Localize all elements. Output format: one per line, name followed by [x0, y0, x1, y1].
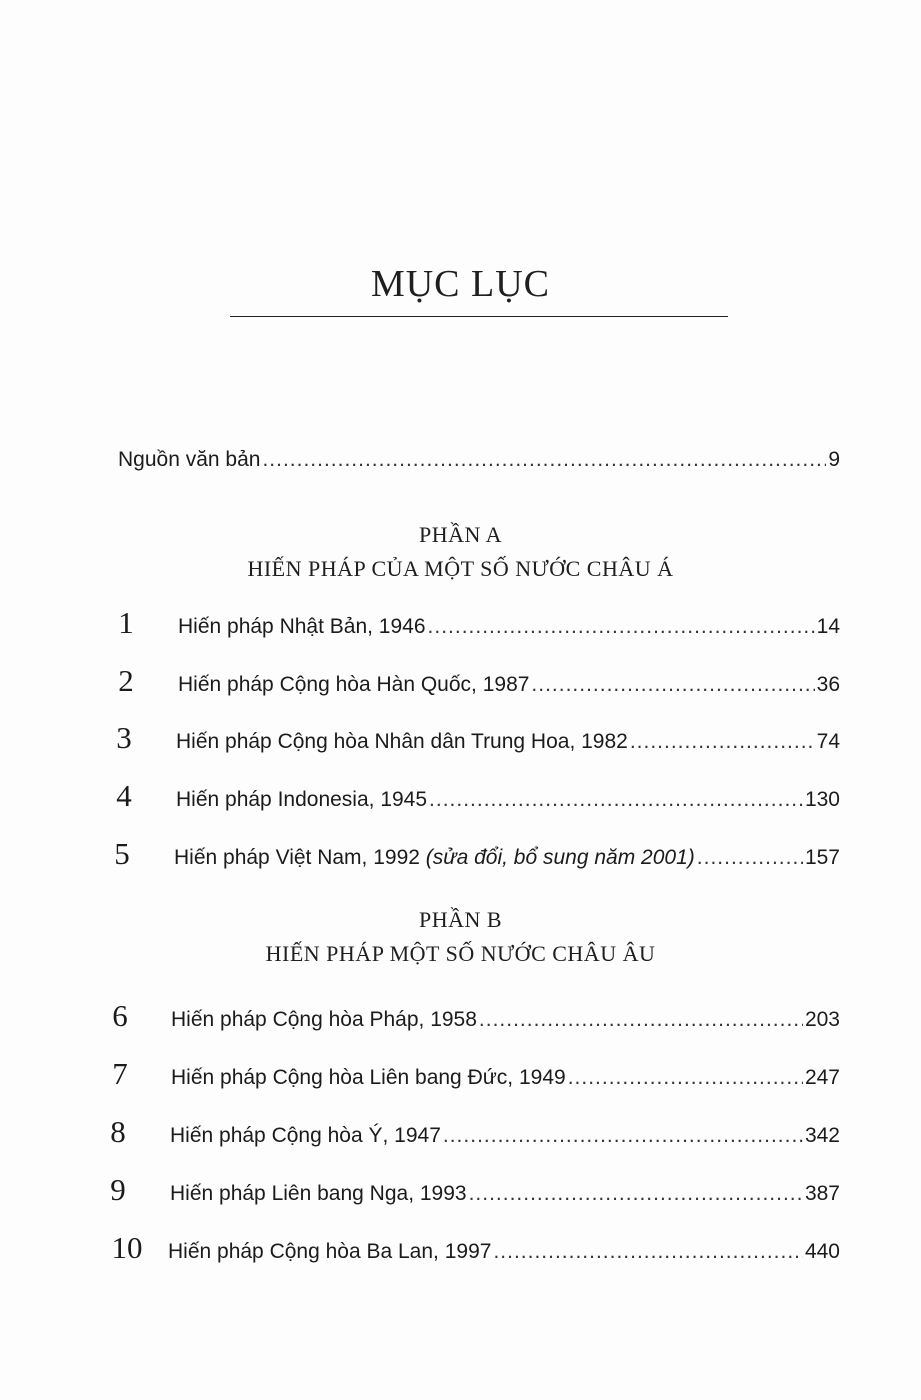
- toc-entry-page: 130: [804, 788, 840, 811]
- dot-leader: [568, 1066, 803, 1090]
- toc-entry-note: (sửa đổi, bổ sung năm 2001): [425, 846, 695, 869]
- toc-entry-page: 36: [816, 673, 840, 696]
- toc-entry: [104, 1056, 840, 1092]
- toc-entry-number: 9: [110, 1172, 126, 1207]
- dot-leader: [479, 1008, 803, 1032]
- toc-entry-page: 74: [816, 730, 840, 753]
- toc-entry-number: 5: [114, 836, 130, 871]
- toc-entry-label: Hiến pháp Cộng hòa Ý, 1947: [170, 1124, 441, 1147]
- toc-entry-number: 2: [118, 663, 134, 698]
- dot-leader: [630, 730, 815, 754]
- toc-entry: [106, 836, 840, 872]
- toc-entry: [102, 1114, 840, 1150]
- toc-entry-number: 10: [111, 1230, 143, 1265]
- toc-entry-page: 387: [804, 1182, 840, 1205]
- toc-entry-page: 247: [804, 1066, 840, 1089]
- toc-entry-intro: [118, 448, 840, 472]
- dot-leader: [469, 1182, 803, 1206]
- toc-entry-number: 3: [116, 720, 132, 755]
- toc-entry-page: 14: [816, 615, 840, 638]
- toc-entry-number: 7: [112, 1056, 128, 1091]
- dot-leader: [531, 673, 814, 697]
- toc-entry-page: 9: [828, 448, 840, 471]
- toc-entry: [110, 663, 840, 699]
- toc-entry: [110, 605, 840, 641]
- toc-entry: [104, 998, 840, 1034]
- toc-entry-title: Hiến pháp Việt Nam, 1992: [174, 846, 420, 869]
- dot-leader: [262, 448, 826, 472]
- toc-entry: [106, 1230, 840, 1266]
- toc-entry-label: Hiến pháp Cộng hòa Pháp, 1958: [171, 1008, 477, 1031]
- toc-entry: [108, 720, 840, 756]
- toc-entry-label: Hiến pháp Cộng hòa Nhân dân Trung Hoa, 1982: [176, 730, 628, 753]
- title-rule: [230, 316, 728, 317]
- toc-entry: [108, 778, 840, 814]
- dot-leader: [493, 1240, 803, 1264]
- toc-entry: [102, 1172, 840, 1208]
- toc-entry-label: Nguồn văn bản: [118, 448, 261, 471]
- toc-entry-page: 342: [804, 1124, 840, 1147]
- page-title: MỤC LỤC: [370, 263, 551, 305]
- toc-entry-label: Hiến pháp Nhật Bản, 1946: [178, 615, 426, 638]
- dot-leader: [443, 1124, 803, 1148]
- toc-entry-label: Hiến pháp Indonesia, 1945: [176, 788, 428, 811]
- toc-entry-label: Hiến pháp Cộng hòa Hàn Quốc, 1987: [178, 673, 530, 696]
- part-subtitle: HIẾN PHÁP MỘT SỐ NƯỚC CHÂU ÂU: [265, 941, 656, 966]
- toc-entry-page: 440: [804, 1240, 840, 1263]
- dot-leader: [428, 615, 815, 639]
- toc-entry-number: 8: [110, 1114, 126, 1149]
- toc-entry-page: 203: [804, 1008, 840, 1031]
- toc-entry-label: Hiến pháp Cộng hòa Ba Lan, 1997: [168, 1240, 492, 1263]
- part-subtitle: HIẾN PHÁP CỦA MỘT SỐ NƯỚC CHÂU Á: [247, 556, 674, 581]
- toc-entry-page: 157: [804, 846, 840, 869]
- dot-leader: [697, 846, 803, 870]
- dot-leader: [429, 788, 803, 812]
- toc-entry-number: 4: [116, 778, 132, 813]
- part-label: PHẦN A: [418, 522, 503, 547]
- toc-entry-number: 1: [118, 605, 134, 640]
- toc-entry-label: Hiến pháp Cộng hòa Liên bang Đức, 1949: [171, 1066, 566, 1089]
- part-a-heading: [0, 522, 921, 582]
- toc-entry-label: [174, 846, 695, 870]
- part-label: PHẦN B: [418, 907, 503, 932]
- toc-entry-number: 6: [112, 998, 128, 1033]
- toc-entry-label: Hiến pháp Liên bang Nga, 1993: [170, 1182, 467, 1205]
- part-b-heading: [0, 907, 921, 967]
